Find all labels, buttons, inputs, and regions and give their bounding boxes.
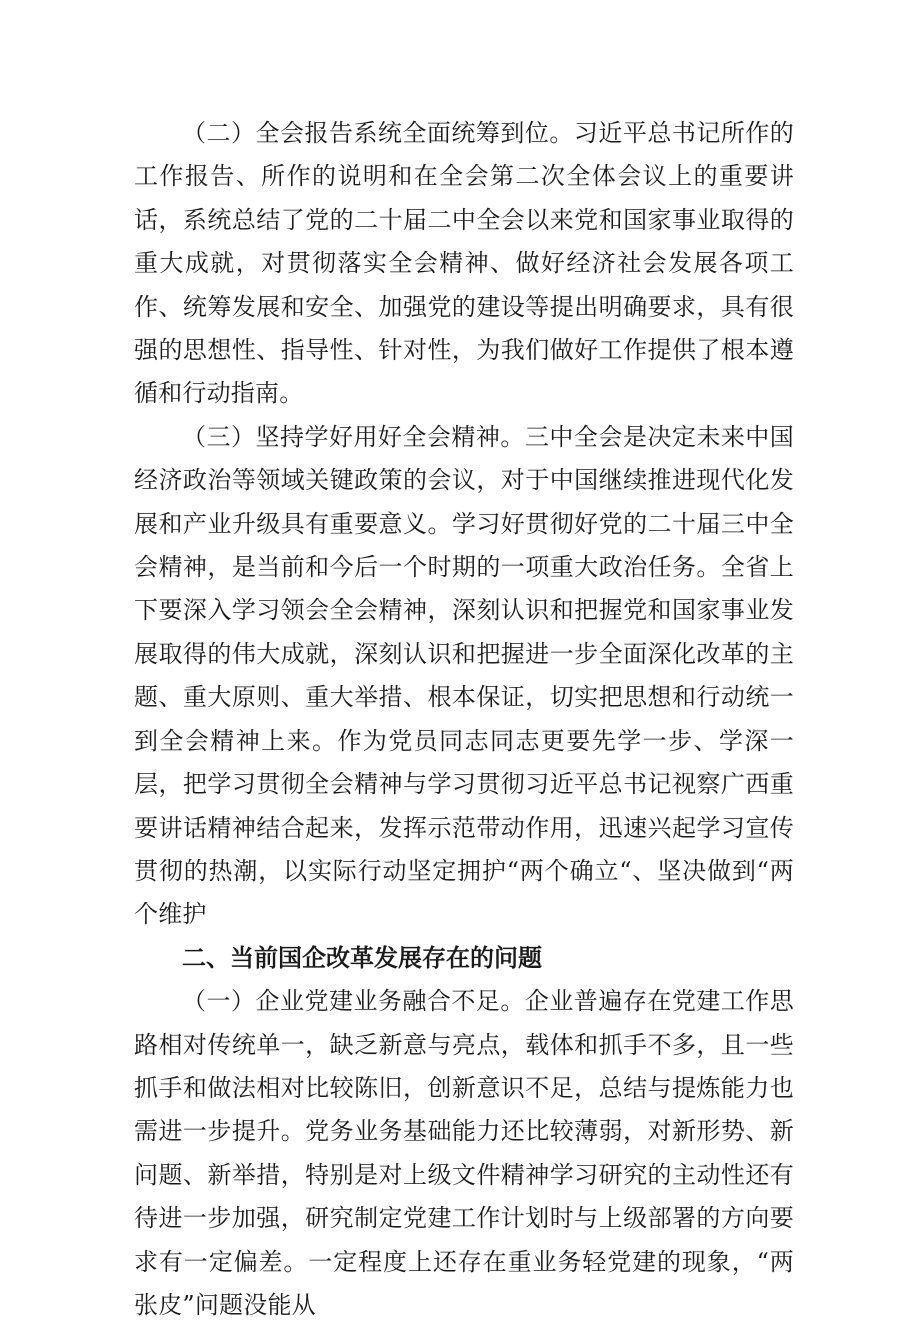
- paragraph-section-2-1: （一）企业党建业务融合不足。企业普遍存在党建工作思路相对传统单一，缺乏新意与亮点，载体和抓手不多，且一些抓手和做法相对比较陈旧，创新意识不足，总结与提炼能力也需进一步提升。党务业务基础能力还比较薄弱，对新形势、新问题、新举措，特别是对上级文件精神学习研究的主动性还有待进一步加强，研究制定党建工作计划时与上级部署的方向要求有一定偏差。一定程度上还存在重业务轻党建的现象，“两张皮”问题没能从: [134, 987, 794, 1319]
- paragraph-section-1-2: （二）全会报告系统全面统筹到位。习近平总书记所作的工作报告、所作的说明和在全会第二次全体会议上的重要讲话，系统总结了党的二十届二中全会以来党和国家事业取得的重大成就，对贯彻落实全会精神、做好经济社会发展各项工作、统筹发展和安全、加强党的建设等提出明确要求，具有很强的思想性、指导性、针对性，为我们做好工作提供了根本遵循和行动指南。: [134, 119, 794, 408]
- document-page: [134, 112, 794, 1327]
- section-heading: 二、当前国企改革发展存在的问题: [182, 943, 542, 972]
- paragraph-section-1-3: （三）坚持学好用好全会精神。三中全会是决定未来中国经济政治等领域关键政策的会议，对于中国继续推进现代化发展和产业升级具有重要意义。学习好贯彻好党的二十届三中全会精神，是当前和今后一个时期的一项重大政治任务。全省上下要深入学习领会全会精神，深刻认识和把握党和国家事业发展取得的伟大成就，深刻认识和把握进一步全面深化改革的主题、重大原则、重大举措、根本保证，切实把思想和行动统一到全会精神上来。作为党员同志同志更要先学一步、学深一层，把学习贯彻全会精神与学习贯彻习近平总书记视察广西重要讲话精神结合起来，发挥示范带动作用，迅速兴起学习宣传贯彻的热潮，以实际行动坚定拥护“两个确立“、坚决做到“两个维护: [134, 422, 794, 929]
